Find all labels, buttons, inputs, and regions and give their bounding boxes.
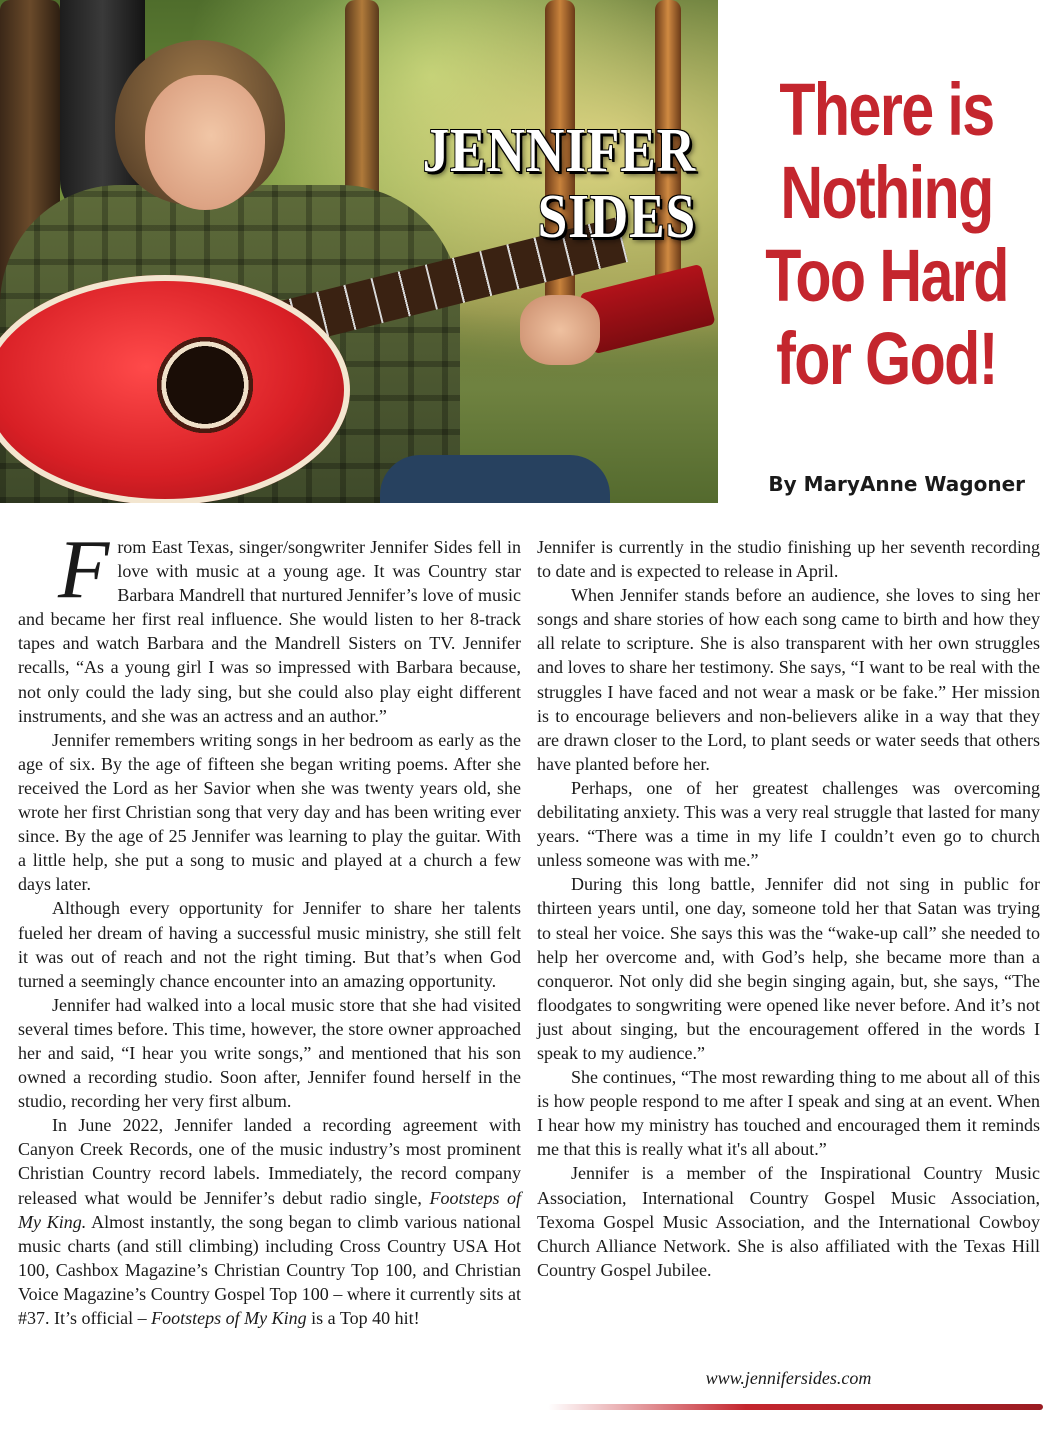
paragraph: Perhaps, one of her greatest challenges was overcoming debilitating anxiety. This was a very real struggle that lasted for many years. “There was a time in my life I couldn’t even go to church unless someone was with me.” bbox=[537, 777, 1040, 871]
paragraph: Jennifer is a member of the Inspirational Country Music Association, International Country Gospel Music Association, Texoma Gospel Music Association, and the International Cowboy Church Alliance Network. She is also affiliated with the Texas Hill Country Gospel Jubilee. bbox=[537, 1163, 1040, 1280]
article-column-left bbox=[18, 523, 521, 1330]
website-link[interactable]: www.jennifersides.com bbox=[705, 1368, 872, 1388]
paragraph: Jennifer is currently in the studio finishing up her seventh recording to date and is expected to release in April. bbox=[537, 537, 1040, 582]
singer-face bbox=[145, 75, 265, 210]
drop-cap: F bbox=[58, 523, 110, 616]
paragraph: Although every opportunity for Jennifer to share her talents fueled her dream of having a successful music ministry, she still felt it was out of reach and not the right timing. But that’s when God turned a seemingly chance encounter into an amazing opportunity. bbox=[18, 898, 521, 991]
headline-line: for God! bbox=[776, 317, 997, 400]
song-title: Footsteps of My King bbox=[151, 1308, 307, 1328]
song-title: Footsteps of My King. bbox=[18, 1187, 521, 1232]
headline-line: Too Hard bbox=[765, 234, 1008, 317]
paragraph: She continues, “The most rewarding thing to me about all of this is how people respond to me after I speak and sing at an event. When I hear how my ministry has touched and encouraged them it reminds me that this is really what it's all about.” bbox=[537, 1067, 1040, 1160]
paragraph bbox=[18, 1113, 521, 1330]
guitar-soundhole bbox=[150, 330, 260, 440]
fretting-hand bbox=[520, 295, 600, 365]
paragraph: During this long battle, Jennifer did not sing in public for thirteen years until, one day, someone told her that Satan was trying to steal her voice. She says this was the “wake-up call” she needed to help her overcome and, with God’s help, she became more than a conqueror. Not only did she begin singing again, but, she says, “The floodgates to songwriting were opened like never before. And it’s not just about singing, but the encouragement offered in the words I speak to my audience.” bbox=[537, 874, 1040, 1063]
headline-line: Nothing bbox=[780, 151, 993, 234]
feature-photo bbox=[0, 0, 718, 503]
article-column-right bbox=[537, 535, 1040, 1282]
paragraph: Jennifer had walked into a local music store that she had visited several times before. This time, however, the store owner approached her and said, “I hear you write songs,” and mentioned that his son owned a recording studio. Soon after, Jennifer found herself in the studio, recording her very first album. bbox=[18, 994, 521, 1112]
decorative-rule bbox=[548, 1404, 1043, 1410]
article-headline bbox=[755, 68, 1018, 400]
paragraph-text: In June 2022, Jennifer landed a recording agreement with Canyon Creek Records, one of the music industry’s most prominent Christian Country record labels. Immediately, the record company released what would be Jennifer’s debut radio single, bbox=[18, 1115, 521, 1208]
photo-name-overlay bbox=[422, 118, 696, 250]
paragraph-text: is a Top 40 hit! bbox=[306, 1308, 420, 1328]
paragraph-text: Almost instantly, the song began to climb various national music charts (and still climbing) including Cross Country USA Hot 100, Cashbox Magazine’s Christian Country Top 100, and Christian Voice Magazine’s Country Gospel Top 100 – where it currently sits at #37. It’s official – bbox=[18, 1211, 521, 1328]
photo-name-first: JENNIFER bbox=[422, 117, 696, 185]
paragraph: Jennifer remembers writing songs in her bedroom as early as the age of six. By the age of fifteen she began writing poems. After she received the Lord as her Savior when she was twenty years old, she wrote her first Christian song that very day and has been writing ever since. By the age of 25 Jennifer was learning to play the guitar. With a little help, she put a song to music and played at a church a few days later. bbox=[18, 729, 521, 895]
jeans bbox=[380, 455, 610, 503]
paragraph-text: rom East Texas, singer/songwriter Jennifer Sides fell in love with music at a young age. It was Country star Barbara Mandrell that nurtured Jennifer’s love of music and became her first real influence. She would listen to her 8-track tapes and watch Barbara and the Mandrell Sisters on TV. Jennifer recalls, “As a young girl I was so impressed with Barbara because, not only could the lady sing, but she could also play eight different instruments, and she was an actress and an author.” bbox=[18, 537, 521, 726]
headline-line: There is bbox=[779, 68, 994, 151]
byline: By MaryAnne Wagoner bbox=[768, 472, 1025, 496]
paragraph bbox=[18, 523, 521, 728]
photo-name-last: SIDES bbox=[537, 183, 696, 251]
paragraph: When Jennifer stands before an audience, she loves to sing her songs and share stories of how each song came to birth and how they all relate to scripture. She is also transparent with her own struggles and loves to share her testimony. She says, “I want to be real with the struggles I have faced and not wear a mask or be fake.” Her mission is to encourage believers and non-believers alike in a way that they are drawn closer to the Lord, to plant seeds or water seeds that others have planted before her. bbox=[537, 585, 1040, 774]
